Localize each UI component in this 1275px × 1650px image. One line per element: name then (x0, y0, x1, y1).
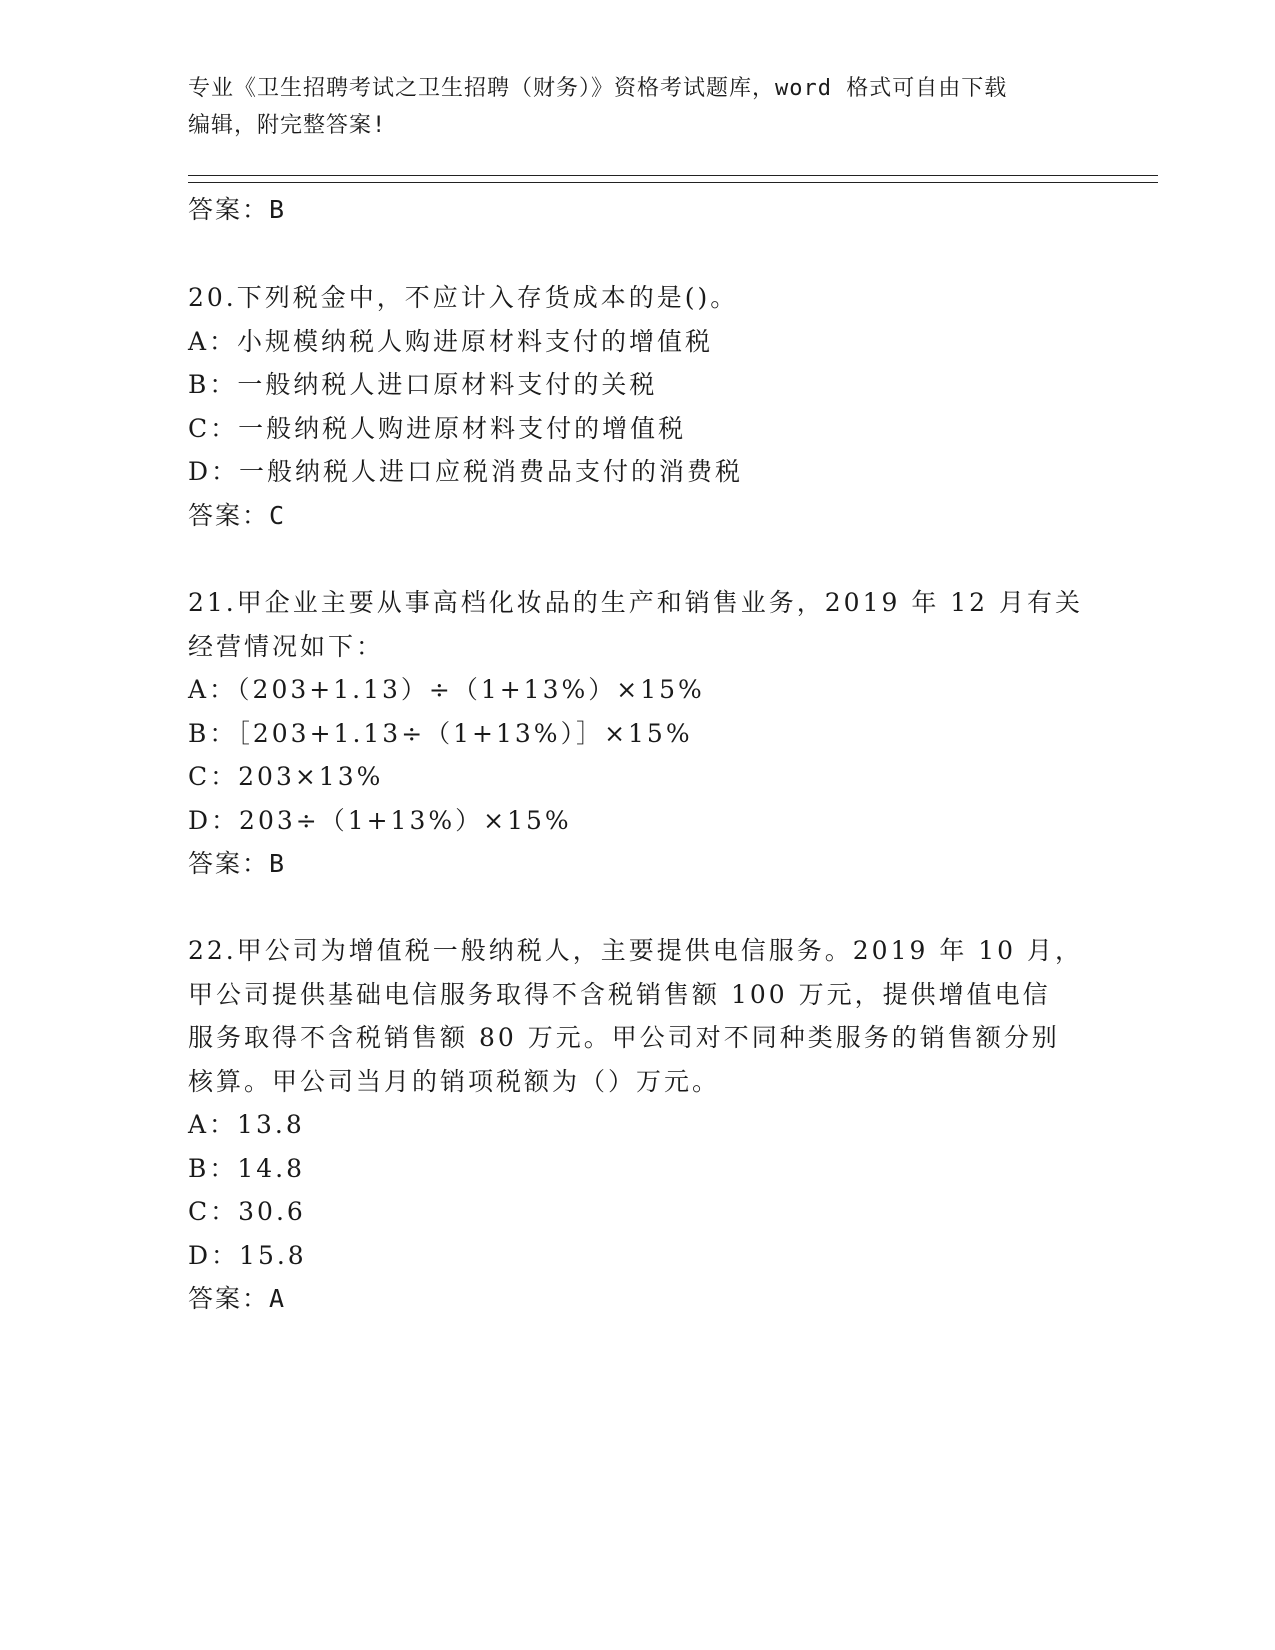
option-b: B：14.8 (188, 1154, 306, 1183)
option-d: D：15.8 (188, 1241, 307, 1270)
header-line-1: 专业《卫生招聘考试之卫生招聘（财务）》资格考试题库，word 格式可自由下载 (188, 76, 1008, 101)
option-c: C：203×13% (188, 762, 384, 791)
option-d: D：一般纳税人进口应税消费品支付的消费税 (188, 457, 744, 486)
header-divider-bottom (188, 182, 1158, 183)
answer-line: 答案：B (188, 849, 287, 878)
question-stem: 经营情况如下： (188, 632, 385, 661)
answer-line: 答案：B (188, 195, 287, 224)
document-header (188, 70, 1078, 144)
question-stem: 22.甲公司为增值税一般纳税人，主要提供电信服务。2019 年 10 月， (188, 936, 1084, 965)
option-a: A：（203+1.13）÷（1+13%）×15% (188, 675, 705, 704)
question-stem: 服务取得不含税销售额 80 万元。甲公司对不同种类服务的销售额分别 (188, 1023, 1060, 1052)
header-line-2: 编辑，附完整答案! (188, 113, 387, 138)
option-a: A：13.8 (188, 1110, 305, 1139)
question-stem: 甲公司提供基础电信服务取得不含税销售额 100 万元，提供增值电信 (188, 980, 1051, 1009)
question-stem: 20.下列税金中，不应计入存货成本的是()。 (188, 283, 739, 312)
answer-line: 答案：A (188, 1284, 287, 1313)
question-stem: 核算。甲公司当月的销项税额为（）万元。 (188, 1067, 721, 1096)
header-divider-top (188, 175, 1158, 176)
option-b: B：［203+1.13÷（1+13%）］×15% (188, 719, 693, 748)
answer-line: 答案：C (188, 501, 287, 530)
option-d: D：203÷（1+13%）×15% (188, 806, 572, 835)
option-c: C：一般纳税人购进原材料支付的增值税 (188, 414, 687, 443)
option-c: C：30.6 (188, 1197, 306, 1226)
option-b: B：一般纳税人进口原材料支付的关税 (188, 370, 658, 399)
question-stem: 21.甲企业主要从事高档化妆品的生产和销售业务，2019 年 12 月有关 (188, 588, 1084, 617)
option-a: A：小规模纳税人购进原材料支付的增值税 (188, 327, 714, 356)
